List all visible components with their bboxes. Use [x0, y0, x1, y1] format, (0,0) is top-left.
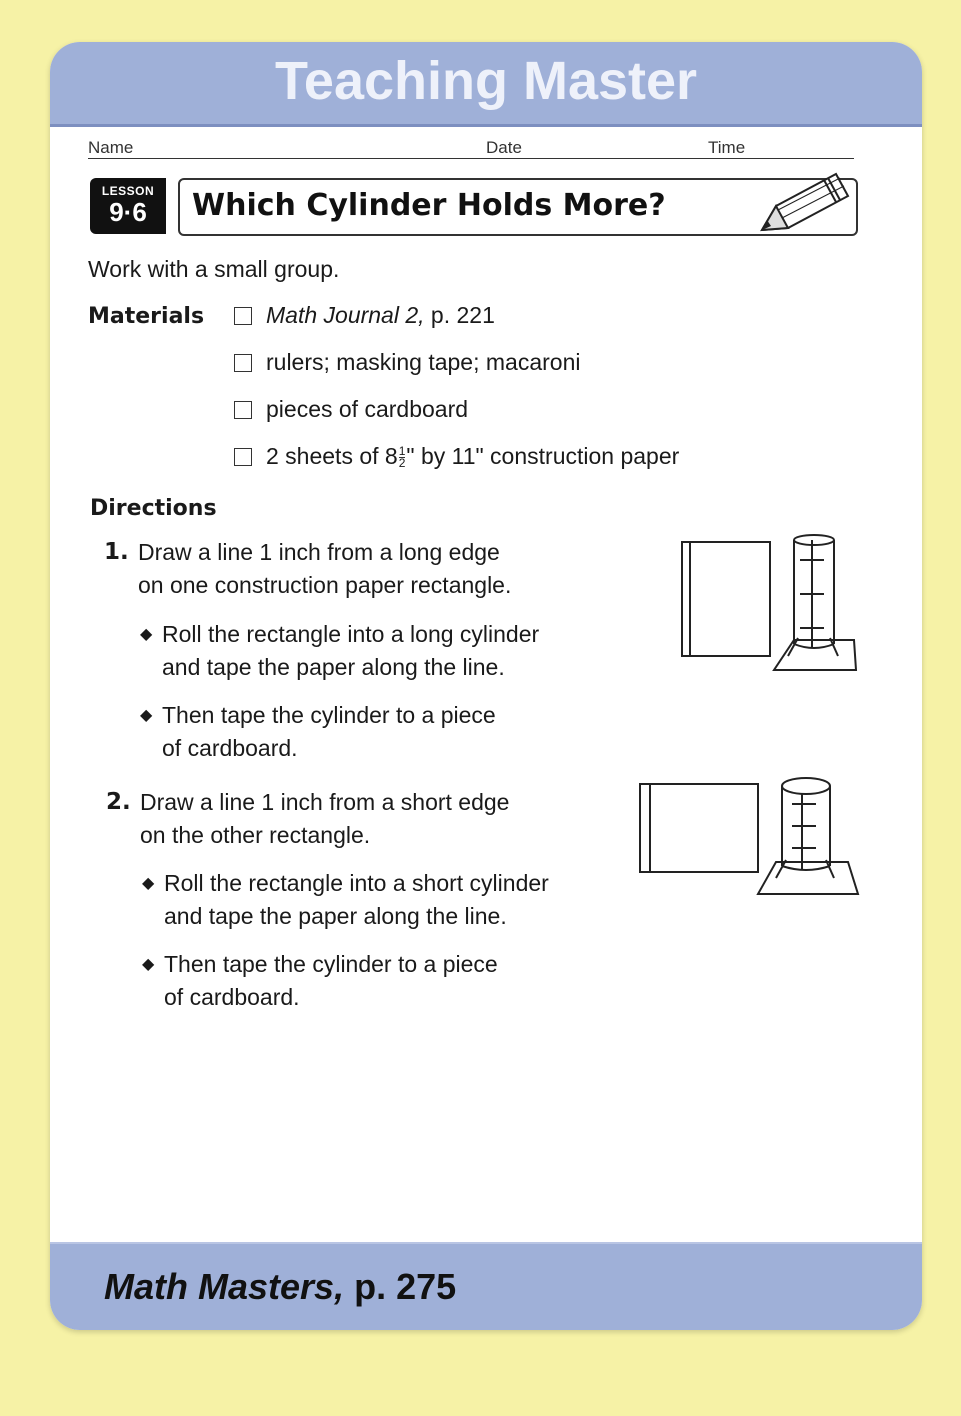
material-text: pieces of cardboard — [266, 396, 469, 422]
diamond-bullet-icon: ◆ — [140, 626, 153, 643]
name-label: Name — [88, 138, 134, 157]
material-item — [234, 302, 495, 329]
bullet-line: and tape the paper along the line. — [164, 903, 507, 929]
step-bullet — [140, 618, 600, 688]
direction-step — [104, 536, 624, 606]
material-item — [234, 349, 580, 376]
material-text: 2 sheets of 8 — [266, 443, 398, 469]
step-number: 2. — [106, 789, 131, 815]
header-band — [50, 42, 922, 127]
checkbox[interactable] — [234, 307, 252, 325]
checkbox[interactable] — [234, 448, 252, 466]
time-label: Time — [708, 138, 746, 157]
lesson-label: LESSON — [101, 184, 155, 198]
material-text: rulers; masking tape; macaroni — [266, 349, 581, 375]
diamond-bullet-icon: ◆ — [140, 707, 153, 724]
step-bullet — [140, 699, 600, 769]
footer-book: Math Masters, — [104, 1266, 345, 1307]
intro-text: Work with a small group. — [88, 256, 340, 282]
name-date-time-line — [88, 134, 854, 159]
checkbox[interactable] — [234, 354, 252, 372]
material-item — [234, 443, 679, 470]
bullet-line: of cardboard. — [164, 984, 300, 1010]
long-cylinder-illustration — [678, 532, 868, 677]
direction-step — [106, 786, 626, 856]
footer-page: p. 275 — [344, 1266, 457, 1307]
material-journal-page: p. 221 — [424, 302, 495, 328]
step-line: Draw a line 1 inch from a long edge — [138, 539, 500, 565]
header-title: Teaching Master — [274, 51, 698, 111]
diamond-bullet-icon: ◆ — [142, 956, 155, 973]
bullet-line: Then tape the cylinder to a piece — [162, 702, 496, 728]
bullet-line: Roll the rectangle into a short cylinder — [164, 870, 549, 896]
step-line: on the other rectangle. — [140, 822, 371, 848]
bullet-line: and tape the paper along the line. — [162, 654, 505, 680]
materials-heading: Materials — [88, 304, 205, 329]
footer-band — [50, 1242, 922, 1330]
short-cylinder-illustration — [636, 774, 876, 904]
lesson-title: Which Cylinder Holds More? — [192, 188, 666, 223]
checkbox[interactable] — [234, 401, 252, 419]
footer-reference — [104, 1266, 456, 1308]
lesson-number: 9·6 — [109, 197, 147, 227]
step-line: on one construction paper rectangle. — [138, 572, 512, 598]
fraction: $\frac{1}{2}$ — [398, 444, 406, 471]
diamond-bullet-icon: ◆ — [142, 875, 155, 892]
material-text: " by 11" construction paper — [406, 443, 680, 469]
step-number: 1. — [104, 539, 129, 565]
lesson-title-box — [178, 178, 858, 236]
directions-heading: Directions — [90, 496, 217, 521]
step-line: Draw a line 1 inch from a short edge — [140, 789, 510, 815]
lesson-badge — [90, 178, 166, 234]
material-item — [234, 396, 468, 423]
step-bullet — [142, 948, 602, 1018]
pencil-icon — [758, 162, 858, 242]
teaching-master-card — [50, 42, 922, 1330]
bullet-line: of cardboard. — [162, 735, 298, 761]
date-label: Date — [486, 138, 522, 157]
bullet-line: Roll the rectangle into a long cylinder — [162, 621, 540, 647]
step-bullet — [142, 867, 602, 937]
material-journal: Math Journal 2, — [266, 302, 425, 328]
bullet-line: Then tape the cylinder to a piece — [164, 951, 498, 977]
